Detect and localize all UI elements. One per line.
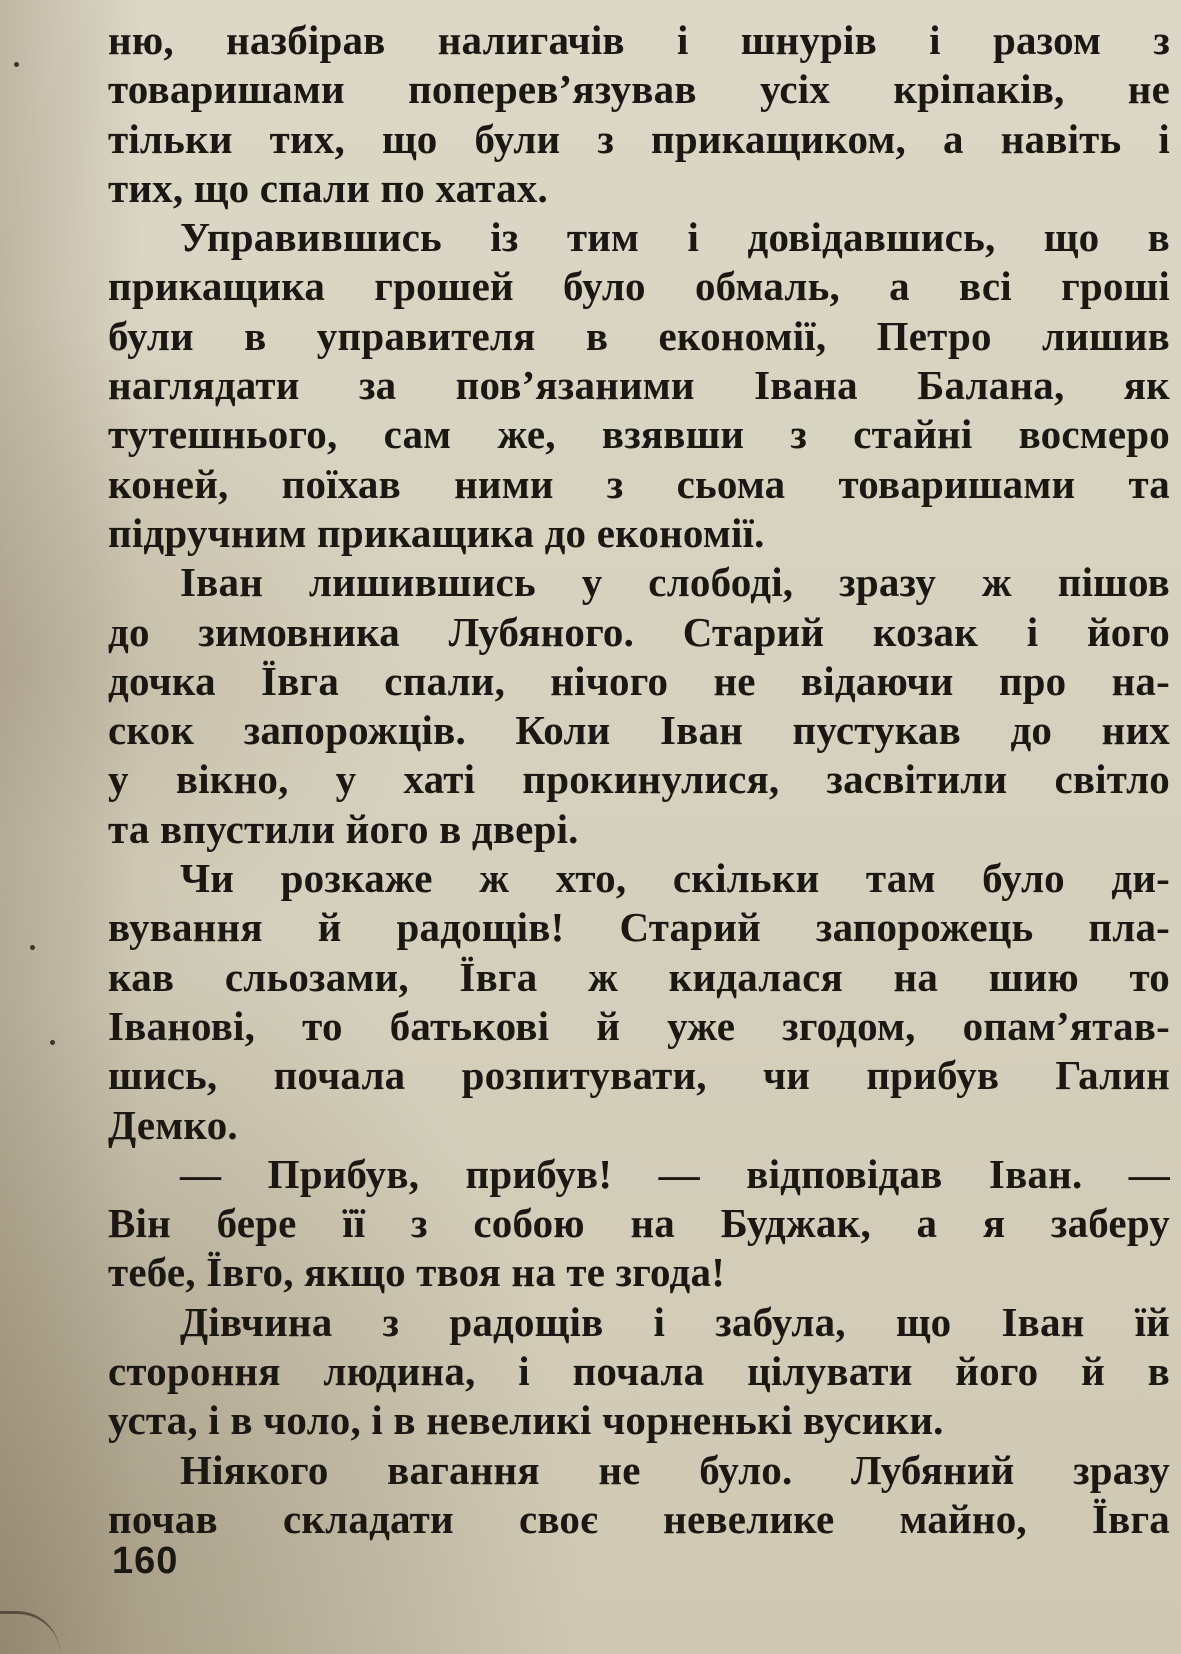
text-line: товаришами поперев’язував усіх кріпаків, не xyxy=(108,66,1170,113)
left-margin-speck xyxy=(50,1040,55,1045)
left-margin-speck xyxy=(14,62,19,67)
text-line: Він бере її з собою на Буджак, а я заберу xyxy=(108,1200,1170,1247)
text-line: уста, і в чоло, і в невеликі чорненькі вусики. xyxy=(108,1397,944,1444)
text-line: були в управителя в економії, Петро лишив xyxy=(108,312,1170,359)
text-line: Демко. xyxy=(108,1101,238,1148)
text-line: Іван лишившись у слободі, зразу ж пішов xyxy=(180,559,1170,606)
page-corner-shadow xyxy=(0,1611,60,1654)
left-margin-speck xyxy=(30,945,35,950)
text-line: Управившись із тим і довідавшись, що в xyxy=(180,214,1170,261)
text-line: Ніякого вагання не було. Лубяний зразу xyxy=(180,1446,1170,1493)
text-line: — Прибув, прибув! — відповідав Іван. — xyxy=(180,1150,1170,1197)
text-line: вування й радощів! Старий запорожець пла- xyxy=(108,904,1170,951)
page-number: 160 xyxy=(112,1540,179,1582)
text-line: прикащика грошей було обмаль, а всі гроші xyxy=(108,263,1170,310)
text-line: дочка Ївга спали, нічого не відаючи про на- xyxy=(108,657,1170,704)
text-line: шись, почала розпитувати, чи прибув Галин xyxy=(108,1052,1170,1099)
text-line: Іванові, то батькові й уже згодом, опам’ятав- xyxy=(108,1002,1170,1049)
text-line: стороння людина, і почала цілувати його й в xyxy=(108,1348,1170,1395)
text-line: підручним прикащика до економії. xyxy=(108,509,765,556)
text-line: ню, назбірав налигачів і шнурів і разом з xyxy=(108,17,1170,63)
text-line: наглядати за пов’язаними Івана Балана, як xyxy=(108,362,1170,409)
text-line: до зимовника Лубяного. Старий козак і його xyxy=(108,608,1170,655)
text-line: тебе, Ївго, якщо твоя на те згода! xyxy=(108,1249,726,1296)
text-line: та впустили його в двері. xyxy=(108,805,579,852)
text-line: почав складати своє невелике майно, Ївга xyxy=(108,1495,1170,1542)
text-line: тутешнього, сам же, взявши з стайні восмеро xyxy=(108,411,1170,458)
text-line: Дівчина з радощів і забула, що Іван їй xyxy=(180,1298,1170,1345)
text-line: тільки тих, що були з прикащиком, а навіть і xyxy=(108,115,1170,162)
text-line: Чи розкаже ж хто, скільки там було ди- xyxy=(180,855,1170,902)
book-page-text xyxy=(108,16,1170,1544)
text-line: кав сльозами, Ївга ж кидалася на шию то xyxy=(108,953,1170,1000)
text-line: тих, що спали по хатах. xyxy=(108,164,548,211)
text-line: у вікно, у хаті прокинулися, засвітили світло xyxy=(108,756,1170,803)
text-line: скок запорожців. Коли Іван пустукав до них xyxy=(108,707,1170,754)
text-line: коней, поїхав ними з сьома товаришами та xyxy=(108,460,1170,507)
